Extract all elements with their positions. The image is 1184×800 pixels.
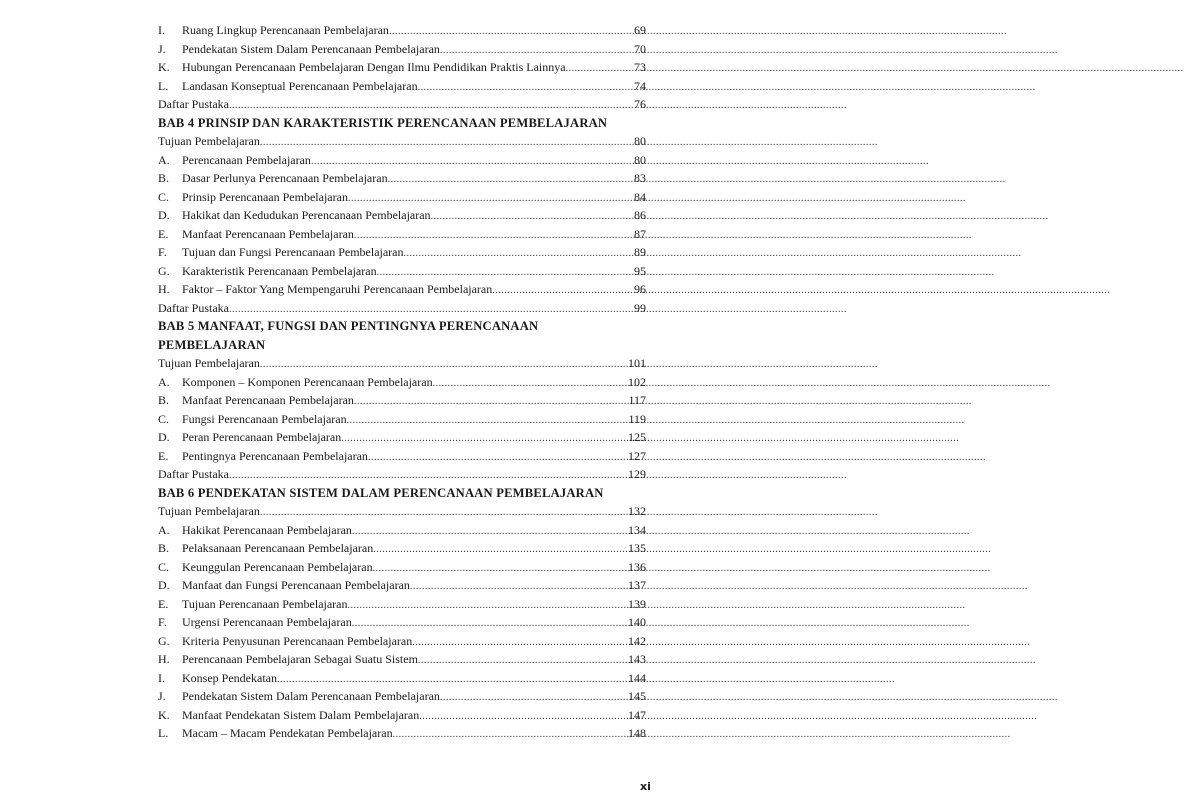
toc-entry[interactable] bbox=[158, 502, 646, 521]
chapter-heading: BAB 5 MANFAAT, FUNGSI DAN PENTINGNYA PERENCANAAN bbox=[158, 319, 539, 333]
dot-leader bbox=[354, 393, 629, 412]
toc-entry[interactable] bbox=[158, 262, 646, 281]
entry-letter: K. bbox=[158, 60, 170, 74]
toc-entry[interactable] bbox=[158, 521, 646, 540]
toc-entry[interactable] bbox=[158, 169, 646, 188]
entry-letter: L. bbox=[158, 726, 169, 740]
entry-letter: E. bbox=[158, 596, 169, 611]
entry-page-number: 125 bbox=[628, 430, 646, 444]
dot-leader bbox=[352, 523, 628, 542]
entry-page-number: 76 bbox=[634, 97, 646, 111]
entry-title: Tujuan Pembelajaran bbox=[158, 134, 260, 148]
toc-entry[interactable] bbox=[158, 447, 646, 466]
entry-page-number: 80 bbox=[634, 134, 646, 148]
entry-title: Ruang Lingkup Perencanaan Pembelajaran bbox=[182, 23, 389, 37]
entry-title: Pendekatan Sistem Dalam Perencanaan Pembelajaran bbox=[182, 689, 440, 703]
entry-title: Dasar Perlunya Perencanaan Pembelajaran bbox=[182, 171, 388, 185]
entry-title: Macam – Macam Pendekatan Pembelajaran bbox=[182, 726, 393, 740]
dot-leader bbox=[229, 97, 634, 116]
entry-page-number: 74 bbox=[634, 78, 646, 93]
toc-entry[interactable] bbox=[158, 595, 646, 614]
entry-title: Hakikat dan Kedudukan Perencanaan Pembelajaran bbox=[182, 208, 431, 222]
entry-title: Karakteristik Perencanaan Pembelajaran bbox=[182, 263, 377, 278]
entry-letter: G. bbox=[158, 263, 170, 278]
entry-page-number: 69 bbox=[634, 23, 646, 37]
entry-page-number: 84 bbox=[634, 189, 646, 204]
entry-page-number: 140 bbox=[628, 615, 646, 629]
toc-entry[interactable] bbox=[158, 225, 646, 244]
entry-page-number: 73 bbox=[634, 60, 646, 74]
toc-entry[interactable] bbox=[158, 558, 646, 577]
entry-page-number: 136 bbox=[628, 559, 646, 574]
dot-leader bbox=[418, 652, 628, 671]
toc-entry[interactable] bbox=[158, 354, 646, 373]
entry-title: Daftar Pustaka bbox=[158, 97, 229, 111]
entry-page-number: 102 bbox=[628, 374, 646, 389]
entry-page-number: 139 bbox=[628, 596, 646, 611]
table-of-contents bbox=[158, 21, 646, 743]
dot-leader bbox=[410, 578, 628, 597]
dot-leader bbox=[566, 60, 634, 79]
entry-page-number: 70 bbox=[634, 41, 646, 56]
toc-entry[interactable] bbox=[158, 77, 646, 96]
toc-entry[interactable] bbox=[158, 669, 646, 688]
toc-entry[interactable] bbox=[158, 465, 646, 484]
entry-title: Tujuan Pembelajaran bbox=[158, 504, 260, 518]
toc-entry[interactable] bbox=[158, 391, 646, 410]
entry-page-number: 95 bbox=[634, 263, 646, 278]
entry-letter: A. bbox=[158, 152, 170, 167]
toc-entry[interactable] bbox=[158, 40, 646, 59]
chapter-heading: PEMBELAJARAN bbox=[158, 337, 266, 352]
entry-title: Daftar Pustaka bbox=[158, 467, 229, 481]
toc-entry[interactable] bbox=[158, 21, 646, 40]
entry-page-number: 137 bbox=[628, 578, 646, 592]
entry-letter: B. bbox=[158, 171, 170, 185]
dot-leader bbox=[373, 541, 628, 560]
entry-page-number: 148 bbox=[628, 726, 646, 740]
entry-page-number: 101 bbox=[628, 356, 646, 370]
entry-letter: L. bbox=[158, 78, 169, 93]
dot-leader bbox=[341, 430, 628, 449]
entry-title: Pendekatan Sistem Dalam Perencanaan Pembelajaran bbox=[182, 41, 440, 56]
toc-entry[interactable] bbox=[158, 632, 646, 651]
entry-page-number: 135 bbox=[628, 541, 646, 555]
toc-entry[interactable] bbox=[158, 613, 646, 632]
dot-leader bbox=[412, 634, 628, 653]
entry-title: Manfaat dan Fungsi Perencanaan Pembelajaran bbox=[182, 578, 410, 592]
toc-entry[interactable] bbox=[158, 539, 646, 558]
toc-entry[interactable] bbox=[158, 132, 646, 151]
entry-letter: F. bbox=[158, 615, 167, 629]
entry-page-number: 117 bbox=[628, 393, 646, 407]
entry-page-number: 83 bbox=[634, 171, 646, 185]
entry-title: Tujuan Pembelajaran bbox=[158, 356, 260, 370]
entry-page-number: 99 bbox=[634, 300, 646, 315]
entry-title: Hakikat Perencanaan Pembelajaran bbox=[182, 522, 352, 537]
entry-title: Hubungan Perencanaan Pembelajaran Dengan Ilmu Pendidikan Praktis Lainnya bbox=[182, 60, 566, 74]
dot-leader bbox=[431, 208, 634, 227]
chapter-heading: BAB 6 PENDEKATAN SISTEM DALAM PERENCANAAN PEMBELAJARAN bbox=[158, 485, 604, 500]
entry-letter: I. bbox=[158, 670, 165, 685]
entry-page-number: 87 bbox=[634, 226, 646, 241]
entry-page-number: 119 bbox=[628, 411, 646, 426]
entry-title: Daftar Pustaka bbox=[158, 300, 229, 315]
entry-letter: H. bbox=[158, 282, 170, 296]
dot-leader bbox=[404, 245, 634, 264]
toc-entry[interactable] bbox=[158, 650, 646, 669]
entry-letter: D. bbox=[158, 208, 170, 222]
entry-title: Tujuan Perencanaan Pembelajaran bbox=[182, 596, 348, 611]
toc-entry[interactable] bbox=[158, 299, 646, 318]
dot-leader bbox=[260, 134, 634, 153]
entry-letter: J. bbox=[158, 41, 166, 56]
entry-page-number: 129 bbox=[628, 467, 646, 481]
entry-title: Pentingnya Perencanaan Pembelajaran bbox=[182, 448, 368, 463]
entry-page-number: 132 bbox=[628, 504, 646, 518]
toc-entry[interactable] bbox=[158, 206, 646, 225]
dot-leader bbox=[373, 560, 628, 579]
chapter-heading: BAB 4 PRINSIP DAN KARAKTERISTIK PERENCANAAN PEMBELAJARAN bbox=[158, 115, 608, 130]
entry-page-number: 145 bbox=[628, 689, 646, 703]
entry-letter: J. bbox=[158, 689, 166, 703]
entry-letter: C. bbox=[158, 189, 170, 204]
dot-leader bbox=[440, 689, 628, 708]
dot-leader bbox=[347, 412, 629, 431]
entry-letter: K. bbox=[158, 707, 170, 722]
toc-entry[interactable] bbox=[158, 428, 646, 447]
toc-entry[interactable] bbox=[158, 373, 646, 392]
entry-page-number: 143 bbox=[628, 652, 646, 666]
entry-title: Pelaksanaan Perencanaan Pembelajaran bbox=[182, 541, 374, 555]
toc-entry[interactable] bbox=[158, 58, 646, 77]
toc-entry[interactable] bbox=[158, 410, 646, 429]
entry-title: Perencanaan Pembelajaran bbox=[182, 152, 311, 167]
entry-title: Urgensi Perencanaan Pembelajaran bbox=[182, 615, 352, 629]
toc-entry[interactable] bbox=[158, 95, 646, 114]
entry-title: Tujuan dan Fungsi Perencanaan Pembelajaran bbox=[182, 245, 404, 259]
entry-title: Perencanaan Pembelajaran Sebagai Suatu Sistem bbox=[182, 652, 418, 666]
entry-title: Peran Perencanaan Pembelajaran bbox=[182, 430, 342, 444]
entry-letter: E. bbox=[158, 448, 169, 463]
entry-letter: D. bbox=[158, 430, 170, 444]
entry-letter: C. bbox=[158, 559, 170, 574]
dot-leader bbox=[393, 726, 628, 745]
entry-letter: I. bbox=[158, 23, 165, 37]
dot-leader bbox=[492, 282, 634, 301]
entry-title: Manfaat Pendekatan Sistem Dalam Pembelajaran bbox=[182, 707, 420, 722]
toc-entry[interactable] bbox=[158, 188, 646, 207]
entry-letter: D. bbox=[158, 578, 170, 592]
dot-leader bbox=[348, 597, 629, 616]
entry-title: Landasan Konseptual Perencanaan Pembelajaran bbox=[182, 78, 418, 93]
toc-entry[interactable] bbox=[158, 724, 646, 743]
dot-leader bbox=[388, 171, 634, 190]
entry-page-number: 89 bbox=[634, 245, 646, 259]
entry-title: Manfaat Perencanaan Pembelajaran bbox=[182, 226, 354, 241]
toc-entry[interactable] bbox=[158, 687, 646, 706]
entry-title: Manfaat Perencanaan Pembelajaran bbox=[182, 393, 354, 407]
toc-entry[interactable] bbox=[158, 151, 646, 170]
entry-title: Prinsip Perencanaan Pembelajaran bbox=[182, 189, 348, 204]
toc-entry[interactable] bbox=[158, 576, 646, 595]
entry-title: Konsep Pendekatan bbox=[182, 670, 277, 685]
entry-letter: B. bbox=[158, 393, 170, 407]
entry-letter: H. bbox=[158, 652, 170, 666]
entry-page-number: 134 bbox=[628, 522, 646, 537]
dot-leader bbox=[433, 375, 628, 394]
entry-page-number: 127 bbox=[628, 448, 646, 463]
entry-page-number: 80 bbox=[634, 152, 646, 167]
entry-letter: C. bbox=[158, 411, 170, 426]
entry-letter: A. bbox=[158, 522, 170, 537]
dot-leader bbox=[229, 467, 628, 486]
dot-leader bbox=[419, 708, 628, 727]
dot-leader bbox=[418, 79, 634, 98]
entry-page-number: 96 bbox=[634, 282, 646, 296]
dot-leader bbox=[368, 449, 628, 468]
entry-title: Fungsi Perencanaan Pembelajaran bbox=[182, 411, 347, 426]
entry-title: Keunggulan Perencanaan Pembelajaran bbox=[182, 559, 373, 574]
entry-letter: A. bbox=[158, 374, 170, 389]
toc-entry[interactable] bbox=[158, 706, 646, 725]
entry-title: Faktor – Faktor Yang Mempengaruhi Perencanaan Pembelajaran bbox=[182, 282, 493, 296]
entry-page-number: 144 bbox=[628, 670, 646, 685]
entry-page-number: 86 bbox=[634, 208, 646, 222]
toc-entry[interactable] bbox=[158, 243, 646, 262]
entry-title: Kriteria Penyusunan Perencanaan Pembelajaran bbox=[182, 633, 413, 648]
entry-letter: E. bbox=[158, 226, 169, 241]
entry-title: Komponen – Komponen Perencanaan Pembelajaran bbox=[182, 374, 433, 389]
entry-page-number: 142 bbox=[628, 633, 646, 648]
entry-letter: F. bbox=[158, 245, 167, 259]
page-number-footer: xi bbox=[640, 780, 651, 793]
entry-letter: B. bbox=[158, 541, 170, 555]
toc-entry[interactable] bbox=[158, 280, 646, 299]
entry-letter: G. bbox=[158, 633, 170, 648]
entry-page-number: 147 bbox=[628, 707, 646, 722]
